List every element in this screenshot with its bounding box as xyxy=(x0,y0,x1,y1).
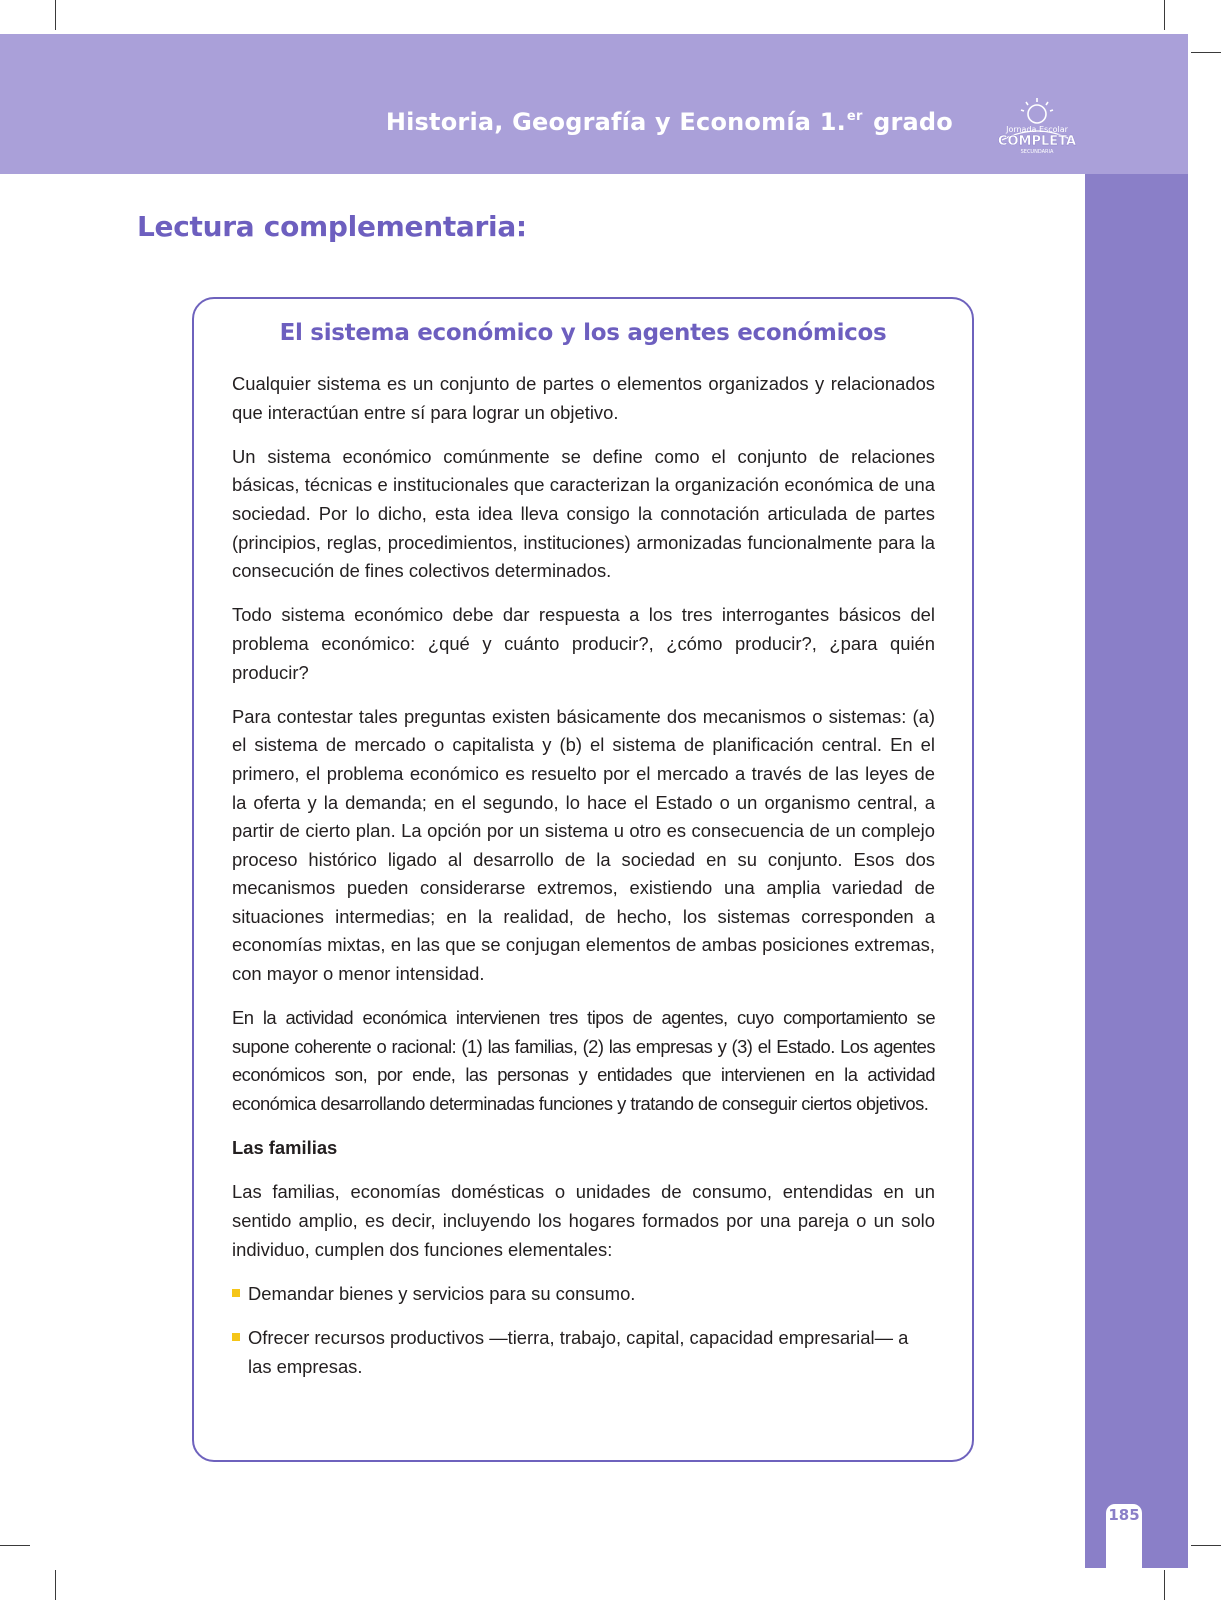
paragraph: Un sistema económico comúnmente se define como el conjunto de relaciones básicas, técnicas e institucionales que caracterizan la organización económica de una sociedad. Por lo dicho, esta idea lleva consigo la connotación articulada de partes (principios, reglas, procedimientos, instituciones) armonizadas funcionalmente para la consecución de fines colectivos determinados. xyxy=(232,445,935,582)
side-bar xyxy=(1085,174,1188,1568)
logo-line3: SECUNDARIA xyxy=(1020,149,1054,155)
square-bullet-icon xyxy=(232,1289,240,1297)
paragraph: Las familias, economías domésticas o unidades de consumo, entendidas en un sentido amplio, es decir, incluyendo los hogares formados por una pareja o un solo individuo, cumplen dos funciones elementales: xyxy=(232,1181,935,1260)
page-number: 185 xyxy=(1108,1506,1140,1524)
jornada-escolar-logo xyxy=(996,96,1078,156)
logo-line1: Jornada Escolar xyxy=(1006,125,1068,134)
reading-title: El sistema económico y los agentes económicos xyxy=(279,320,887,346)
logo-line2: COMPLETA xyxy=(997,134,1077,149)
square-bullet-icon xyxy=(232,1333,240,1341)
crop-mark xyxy=(55,0,56,30)
crop-mark xyxy=(0,1545,30,1546)
crop-mark xyxy=(1164,1570,1165,1600)
list-item-text: Ofrecer recursos productivos —tierra, trabajo, capital, capacidad empresarial— a las empresas. xyxy=(248,1326,909,1377)
bullet-list xyxy=(232,1280,935,1381)
crop-mark xyxy=(55,1570,56,1600)
paragraph: Todo sistema económico debe dar respuesta a los tres interrogantes básicos del problema económico: ¿qué y cuánto producir?, ¿cómo producir?, ¿para quién producir? xyxy=(232,604,935,683)
paragraph: En la actividad económica intervienen tres tipos de agentes, cuyo comportamiento se supone coherente o racional: (1) las familias, (2) las empresas y (3) el Estado. Los agentes económicos son, por ende, las personas y entidades que intervienen en la actividad económica desarrollando determinadas funciones y tratando de conseguir ciertos objetivos. xyxy=(232,1007,935,1115)
paragraph: Para contestar tales preguntas existen básicamente dos mecanismos o sistemas: (a) el sistema de mercado o capitalista y (b) el sistema de planificación central. En el primero, el problema económico es resuelto por el mercado a través de las leyes de la oferta y la demanda; en el segundo, lo hace el Estado o un organismo central, a partir de cierto plan. La opción por un sistema u otro es consecuencia de un complejo proceso histórico ligado al desarrollo de la sociedad en su conjunto. Esos dos mecanismos pueden considerarse extremos, existiendo una amplia variedad de situaciones intermedias; en la realidad, de hecho, los sistemas corresponden a economías mixtas, en las que se conjugan elementos de ambas posiciones extremas, con mayor o menor intensidad. xyxy=(232,705,935,985)
section-title: Lectura complementaria: xyxy=(137,210,527,243)
list-item xyxy=(232,1324,935,1381)
reading-content xyxy=(232,370,935,1397)
header-title: Historia, Geografía y Economía 1.$^{er}$ grado xyxy=(385,108,953,136)
crop-mark xyxy=(1164,0,1165,30)
paragraph: Cualquier sistema es un conjunto de partes o elementos organizados y relacionados que interactúan entre sí para lograr un objetivo. xyxy=(232,373,935,423)
crop-mark xyxy=(1191,1545,1221,1546)
crop-mark xyxy=(1191,52,1221,53)
list-item-text: Demandar bienes y servicios para su consumo. xyxy=(248,1282,636,1304)
list-item xyxy=(232,1280,935,1309)
subheading: Las familias xyxy=(232,1137,338,1159)
